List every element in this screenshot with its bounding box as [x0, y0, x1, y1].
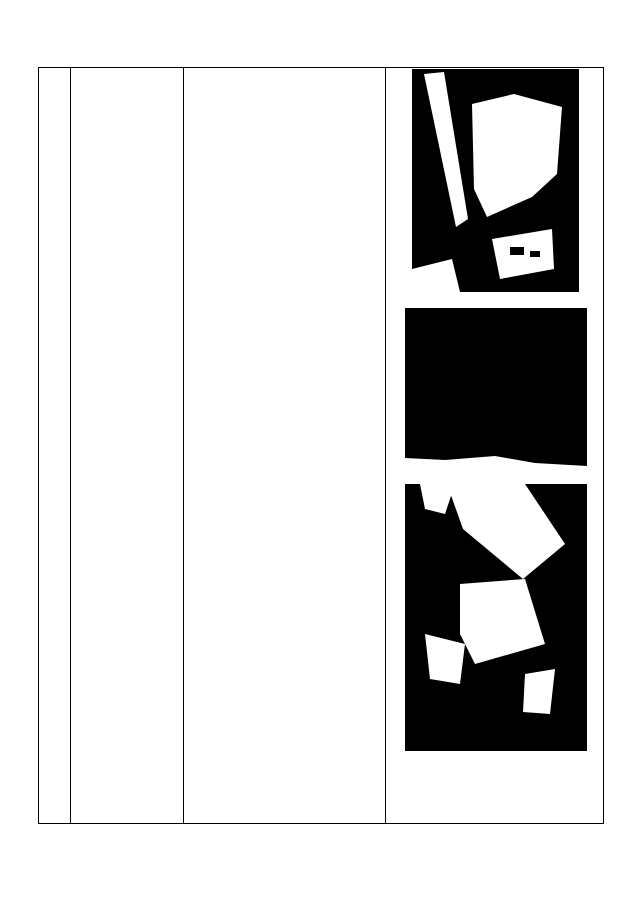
document-table: [38, 67, 604, 824]
photo-lobby-walls: [405, 484, 587, 751]
column-divider: [183, 68, 184, 823]
photo-vestibule-ceiling: [412, 69, 579, 292]
photo-lobby-ceiling: [405, 308, 587, 470]
column-divider: [70, 68, 71, 823]
column-divider: [385, 68, 386, 823]
